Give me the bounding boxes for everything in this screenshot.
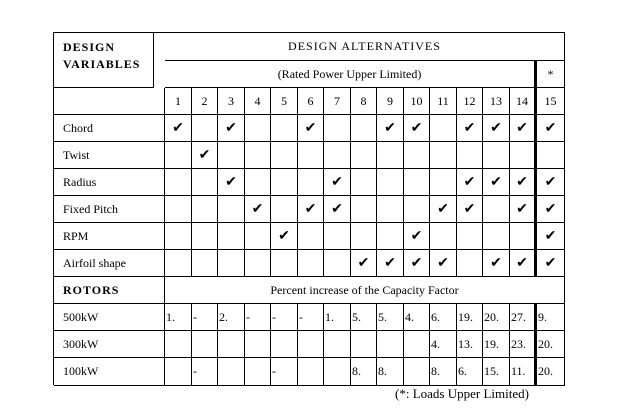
empty-cell [457, 250, 483, 277]
alternative-number: 10 [404, 88, 430, 115]
rotor-value: 9. [537, 304, 565, 331]
empty-cell [377, 142, 404, 169]
empty-cell [218, 223, 245, 250]
alternative-number: 14 [510, 88, 537, 115]
rotor-value: 27. [510, 304, 537, 331]
rotor-value [218, 331, 245, 358]
rotor-value: 1. [324, 304, 351, 331]
rotor-value: 19. [483, 331, 510, 358]
alternative-number: 7 [324, 88, 351, 115]
alternative-number: 1 [165, 88, 192, 115]
rotor-value [245, 358, 271, 386]
rotor-value: - [192, 358, 218, 386]
empty-cell [271, 169, 298, 196]
loads-star-label: * [537, 61, 565, 88]
variable-label: Airfoil shape [54, 250, 165, 277]
rotor-value: - [298, 304, 324, 331]
rotor-label: 100kW [54, 358, 165, 386]
empty-cell [192, 223, 218, 250]
check-mark-icon: ✔ [537, 196, 565, 223]
check-mark-icon: ✔ [404, 223, 430, 250]
rotor-value: - [271, 304, 298, 331]
check-mark-icon: ✔ [537, 250, 565, 277]
rotor-value: - [245, 304, 271, 331]
alternative-number: 3 [218, 88, 245, 115]
empty-cell [271, 115, 298, 142]
variable-label: RPM [54, 223, 165, 250]
check-mark-icon: ✔ [457, 115, 483, 142]
rotor-value [377, 331, 404, 358]
rotor-value: 8. [377, 358, 404, 386]
empty-cell [377, 196, 404, 223]
check-mark-icon: ✔ [324, 196, 351, 223]
empty-cell [165, 223, 192, 250]
alternative-number: 13 [483, 88, 510, 115]
rotor-value: 1. [165, 304, 192, 331]
rotor-value [218, 358, 245, 386]
check-mark-icon: ✔ [537, 223, 565, 250]
check-mark-icon: ✔ [245, 196, 271, 223]
empty-cell [298, 223, 324, 250]
rotor-value [245, 331, 271, 358]
check-mark-icon: ✔ [430, 250, 457, 277]
empty-cell [165, 250, 192, 277]
check-mark-icon: ✔ [404, 115, 430, 142]
check-mark-icon: ✔ [483, 250, 510, 277]
rotor-value [324, 331, 351, 358]
alternative-number: 8 [351, 88, 377, 115]
empty-cell [537, 142, 565, 169]
check-mark-icon: ✔ [377, 115, 404, 142]
empty-cell [324, 115, 351, 142]
empty-cell [404, 169, 430, 196]
empty-cell [192, 169, 218, 196]
rotor-value [324, 358, 351, 386]
rotor-value [351, 331, 377, 358]
empty-cell [430, 169, 457, 196]
empty-cell [245, 115, 271, 142]
rotor-value: 20. [537, 331, 565, 358]
empty-cell [165, 196, 192, 223]
empty-cell [483, 142, 510, 169]
rotor-value: 20. [537, 358, 565, 386]
check-mark-icon: ✔ [298, 115, 324, 142]
alternative-number: 15 [537, 88, 565, 115]
empty-cell [510, 223, 537, 250]
check-mark-icon: ✔ [218, 169, 245, 196]
rotor-value: 13. [457, 331, 483, 358]
check-mark-icon: ✔ [537, 115, 565, 142]
check-mark-icon: ✔ [510, 169, 537, 196]
rotor-value [298, 331, 324, 358]
alternative-number: 12 [457, 88, 483, 115]
empty-cell [218, 196, 245, 223]
empty-cell [404, 196, 430, 223]
alternative-number: 9 [377, 88, 404, 115]
rotor-value [192, 331, 218, 358]
rotor-value [165, 331, 192, 358]
rotor-value: 19. [457, 304, 483, 331]
rotor-label: 300kW [54, 331, 165, 358]
empty-cell [245, 142, 271, 169]
rotor-value: 5. [351, 304, 377, 331]
empty-cell [510, 142, 537, 169]
alternative-number: 4 [245, 88, 271, 115]
variable-label: Twist [54, 142, 165, 169]
empty-cell [404, 142, 430, 169]
check-mark-icon: ✔ [377, 250, 404, 277]
design-alternatives-table [53, 32, 565, 385]
empty-cell [324, 250, 351, 277]
empty-cell [298, 142, 324, 169]
empty-cell [457, 223, 483, 250]
rotor-value [404, 331, 430, 358]
check-mark-icon: ✔ [510, 250, 537, 277]
empty-cell [245, 169, 271, 196]
rotor-value: 8. [351, 358, 377, 386]
check-mark-icon: ✔ [324, 169, 351, 196]
variable-label: Fixed Pitch [54, 196, 165, 223]
empty-cell [271, 250, 298, 277]
rotor-value: 4. [430, 331, 457, 358]
empty-cell [298, 169, 324, 196]
empty-cell [192, 196, 218, 223]
rotor-value: 23. [510, 331, 537, 358]
check-mark-icon: ✔ [537, 169, 565, 196]
check-mark-icon: ✔ [457, 196, 483, 223]
empty-cell [271, 142, 298, 169]
rotor-value: - [271, 358, 298, 386]
rotor-value: 8. [430, 358, 457, 386]
empty-cell [483, 196, 510, 223]
alternatives-row-label [54, 88, 165, 115]
empty-cell [351, 223, 377, 250]
rotor-value: 6. [457, 358, 483, 386]
rotor-value [165, 358, 192, 386]
empty-cell [245, 223, 271, 250]
check-mark-icon: ✔ [457, 169, 483, 196]
empty-cell [351, 169, 377, 196]
empty-cell [165, 142, 192, 169]
design-alternatives-header: DESIGN ALTERNATIVES [165, 33, 565, 61]
empty-cell [324, 142, 351, 169]
empty-cell [192, 250, 218, 277]
empty-cell [377, 223, 404, 250]
check-mark-icon: ✔ [351, 250, 377, 277]
footnote: (*: Loads Upper Limited) [395, 386, 529, 401]
check-mark-icon: ✔ [271, 223, 298, 250]
empty-cell [192, 115, 218, 142]
rotor-value: - [192, 304, 218, 331]
check-mark-icon: ✔ [510, 115, 537, 142]
check-mark-icon: ✔ [483, 115, 510, 142]
check-mark-icon: ✔ [483, 169, 510, 196]
percent-increase-header: Percent increase of the Capacity Factor [165, 277, 565, 304]
check-mark-icon: ✔ [192, 142, 218, 169]
rotor-value [271, 331, 298, 358]
variable-label: Radius [54, 169, 165, 196]
rotor-value [298, 358, 324, 386]
empty-cell [218, 250, 245, 277]
variable-label: Chord [54, 115, 165, 142]
check-mark-icon: ✔ [165, 115, 192, 142]
alternative-number: 2 [192, 88, 218, 115]
rated-power-label: (Rated Power Upper Limited) [165, 61, 537, 88]
empty-cell [245, 250, 271, 277]
empty-cell [218, 142, 245, 169]
empty-cell [324, 223, 351, 250]
rotor-label: 500kW [54, 304, 165, 331]
check-mark-icon: ✔ [218, 115, 245, 142]
check-mark-icon: ✔ [298, 196, 324, 223]
rotor-value: 5. [377, 304, 404, 331]
empty-cell [351, 196, 377, 223]
check-mark-icon: ✔ [510, 196, 537, 223]
empty-cell [165, 169, 192, 196]
empty-cell [377, 169, 404, 196]
rotor-value: 20. [483, 304, 510, 331]
empty-cell [351, 115, 377, 142]
alternative-number: 6 [298, 88, 324, 115]
check-mark-icon: ✔ [404, 250, 430, 277]
empty-cell [430, 142, 457, 169]
empty-cell [271, 196, 298, 223]
empty-cell [351, 142, 377, 169]
rotor-value: 11. [510, 358, 537, 386]
rotor-value: 15. [483, 358, 510, 386]
rotor-value [404, 358, 430, 386]
alternative-number: 5 [271, 88, 298, 115]
empty-cell [430, 115, 457, 142]
empty-cell [430, 223, 457, 250]
rotor-value: 6. [430, 304, 457, 331]
empty-cell [483, 223, 510, 250]
rotors-header: ROTORS [54, 277, 165, 304]
alternative-number: 11 [430, 88, 457, 115]
rotor-value: 4. [404, 304, 430, 331]
check-mark-icon: ✔ [430, 196, 457, 223]
empty-cell [298, 250, 324, 277]
rotor-value: 2. [218, 304, 245, 331]
design-variables-header: DESIGN VARIABLES [54, 33, 154, 88]
empty-cell [457, 142, 483, 169]
